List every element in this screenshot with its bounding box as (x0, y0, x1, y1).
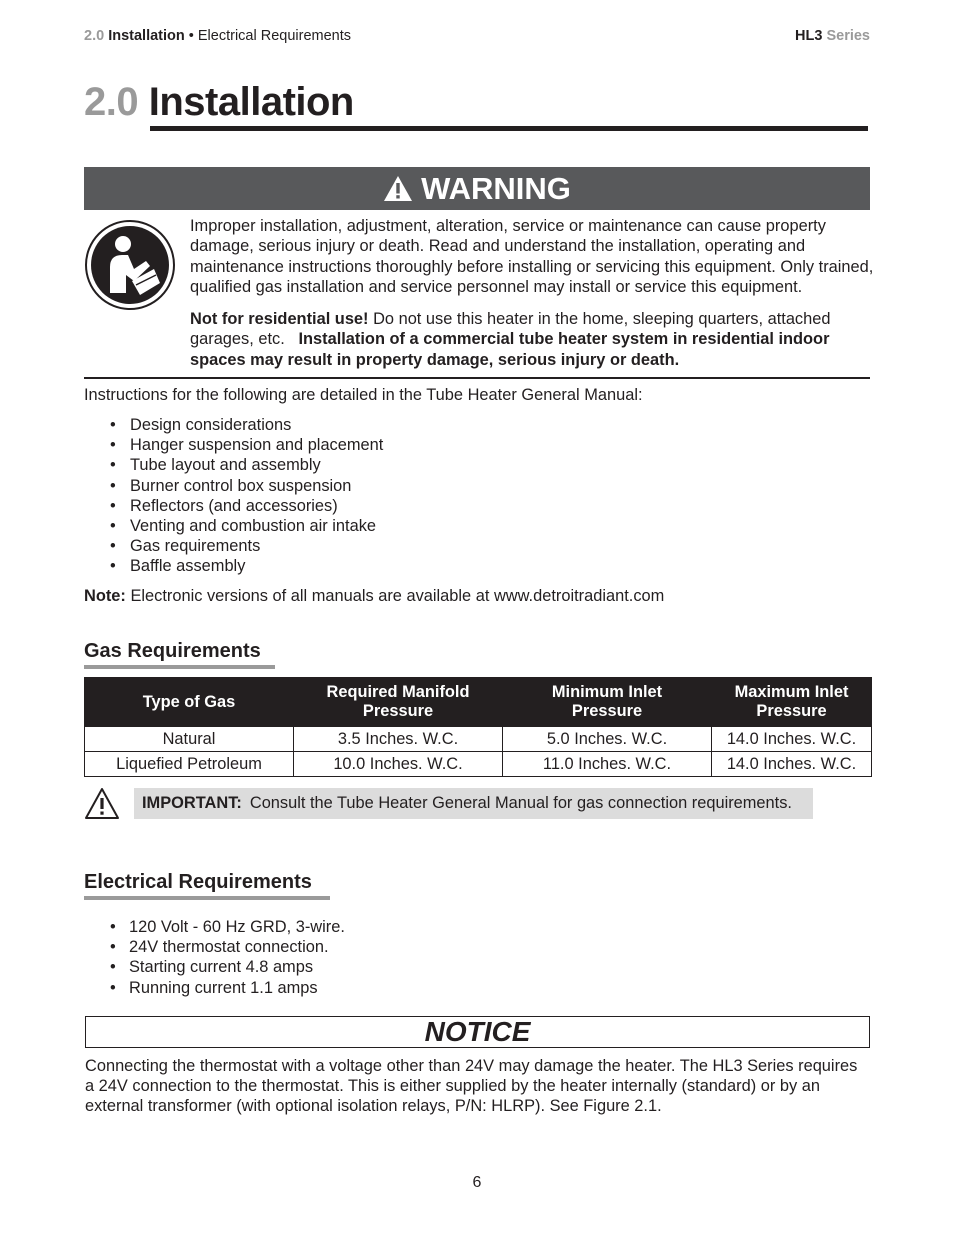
bullet-glyph: • (110, 958, 116, 977)
important-text: Consult the Tube Heater General Manual for gas connection requirements. (249, 794, 792, 812)
list-item (110, 917, 345, 937)
notice-label: NOTICE (424, 1016, 531, 1047)
residential-warning-bold-2: Installation of a commercial tube heater system in residential indoor spaces may result in property damage, serious injury or death. (190, 330, 830, 369)
header-series-model: HL3 (795, 28, 823, 44)
list-item-text: Reflectors (and accessories) (130, 496, 338, 515)
bullet-glyph: • (110, 496, 116, 515)
column-header (712, 678, 872, 727)
running-header (84, 28, 870, 46)
notice-text (85, 1056, 870, 1117)
important-callout (134, 788, 813, 819)
list-item (110, 556, 383, 576)
list-item-text: 24V thermostat connection. (129, 938, 329, 957)
column-header-text: Maximum Inlet (734, 683, 849, 701)
warning-rule (84, 377, 870, 379)
warning-banner (84, 167, 870, 210)
list-item (110, 415, 383, 435)
warning-paragraph-1: Improper installation, adjustment, alteration, service or maintenance can cause property damage, serious injury or death. Read and understand the installation, operating and maintenance instructions thoroughly before installing or servicing this equipment. Only trained, qualified gas installation and service personnel may install or service this equipment. (190, 217, 874, 296)
note-label: Note: (84, 587, 126, 605)
electrical-heading-rule (84, 896, 330, 900)
list-item (110, 536, 383, 556)
bullet-glyph: • (110, 938, 116, 957)
title-rule (150, 126, 868, 131)
table-cell: 5.0 Inches. W.C. (503, 727, 712, 752)
caution-triangle-icon (84, 787, 120, 820)
electrical-requirements-heading: Electrical Requirements (84, 871, 312, 893)
page-title-number: 2.0 (84, 80, 139, 124)
important-label: IMPORTANT: (142, 794, 242, 812)
list-item-text: Baffle assembly (130, 557, 246, 576)
list-item-text: Tube layout and assembly (130, 456, 321, 475)
table-cell: Natural (85, 727, 294, 752)
list-item-text: Hanger suspension and placement (130, 436, 384, 455)
column-header-text: Pressure (362, 702, 434, 720)
gas-requirements-heading: Gas Requirements (84, 640, 261, 662)
list-item-text: Burner control box suspension (130, 476, 352, 495)
electrical-list (110, 917, 345, 998)
intro-text: Instructions for the following are detailed in the Tube Heater General Manual: (84, 386, 643, 404)
notice-banner (85, 1016, 870, 1048)
notice-paragraph: Connecting the thermostat with a voltage other than 24V may damage the heater. The HL3 Series requires a 24V connection to the thermostat. This is either supplied by the heater internally (standard) or by an external transformer (with optional isolation relays, P/N: HLRP). See Figure 2.1. (85, 1057, 858, 1116)
table-cell: Liquefied Petroleum (85, 752, 294, 777)
table-cell: 3.5 Inches. W.C. (294, 727, 503, 752)
list-item-text: Gas requirements (130, 537, 261, 556)
column-header-text: Pressure (571, 702, 643, 720)
table-cell: 11.0 Inches. W.C. (503, 752, 712, 777)
gas-requirements-table (84, 677, 872, 777)
column-header (294, 678, 503, 727)
list-item (110, 476, 383, 496)
header-series (795, 28, 870, 44)
bullet-glyph: • (110, 537, 116, 556)
list-item (110, 978, 345, 998)
table-cell: 10.0 Inches. W.C. (294, 752, 503, 777)
list-item (110, 496, 383, 516)
list-item (110, 455, 383, 475)
bullet-glyph: • (110, 456, 116, 475)
warning-label: WARNING (421, 171, 571, 206)
running-header-left (84, 28, 351, 44)
read-manual-icon (84, 219, 176, 311)
bullet-glyph: • (110, 918, 116, 936)
column-header-text: Required Manifold (326, 683, 470, 701)
header-section-number: 2.0 (84, 28, 105, 44)
bullet-glyph: • (110, 557, 116, 576)
list-item-text: Design considerations (130, 416, 292, 434)
list-item-text: 120 Volt - 60 Hz GRD, 3-wire. (129, 918, 345, 936)
list-item-text: Starting current 4.8 amps (129, 958, 314, 977)
list-item (110, 516, 383, 536)
header-subsection: Electrical Requirements (197, 28, 352, 44)
residential-warning-text: Do not use this heater in the home, sleeping quarters, attached garages, etc. (190, 310, 831, 349)
header-section-name: Installation (108, 28, 185, 44)
residential-warning-bold: Not for residential use! (190, 310, 369, 329)
bullet-glyph: • (110, 476, 116, 495)
bullet-glyph: • (110, 436, 116, 455)
table-row (85, 752, 872, 777)
topic-list (110, 415, 383, 577)
bullet-glyph: • (110, 978, 116, 997)
warning-text (190, 216, 880, 370)
page-title (84, 78, 354, 126)
table-cell: 14.0 Inches. W.C. (712, 727, 872, 752)
header-series-word: Series (826, 28, 870, 44)
warning-triangle-icon (383, 175, 413, 202)
page-number: 6 (472, 1174, 482, 1191)
list-item (110, 937, 345, 957)
list-item-text: Running current 1.1 amps (129, 978, 318, 997)
header-separator: • (188, 28, 194, 44)
bullet-glyph: • (110, 517, 116, 536)
page-title-text: Installation (148, 80, 354, 124)
table-cell: 14.0 Inches. W.C. (712, 752, 872, 777)
note-text (84, 586, 664, 606)
column-header (503, 678, 712, 727)
column-header-text: Type of Gas (142, 692, 236, 711)
table-header-row (85, 678, 872, 727)
gas-heading-rule (84, 665, 275, 669)
list-item (110, 957, 345, 977)
note-body: Electronic versions of all manuals are available at www.detroitradiant.com (125, 587, 665, 605)
table-row (85, 727, 872, 752)
list-item-text: Venting and combustion air intake (130, 517, 377, 536)
warning-paragraph-2 (190, 309, 880, 370)
column-header-text: Minimum Inlet (551, 683, 663, 701)
list-item (110, 435, 383, 455)
column-header (85, 678, 294, 727)
bullet-glyph: • (110, 416, 116, 434)
column-header-text: Pressure (756, 702, 827, 720)
